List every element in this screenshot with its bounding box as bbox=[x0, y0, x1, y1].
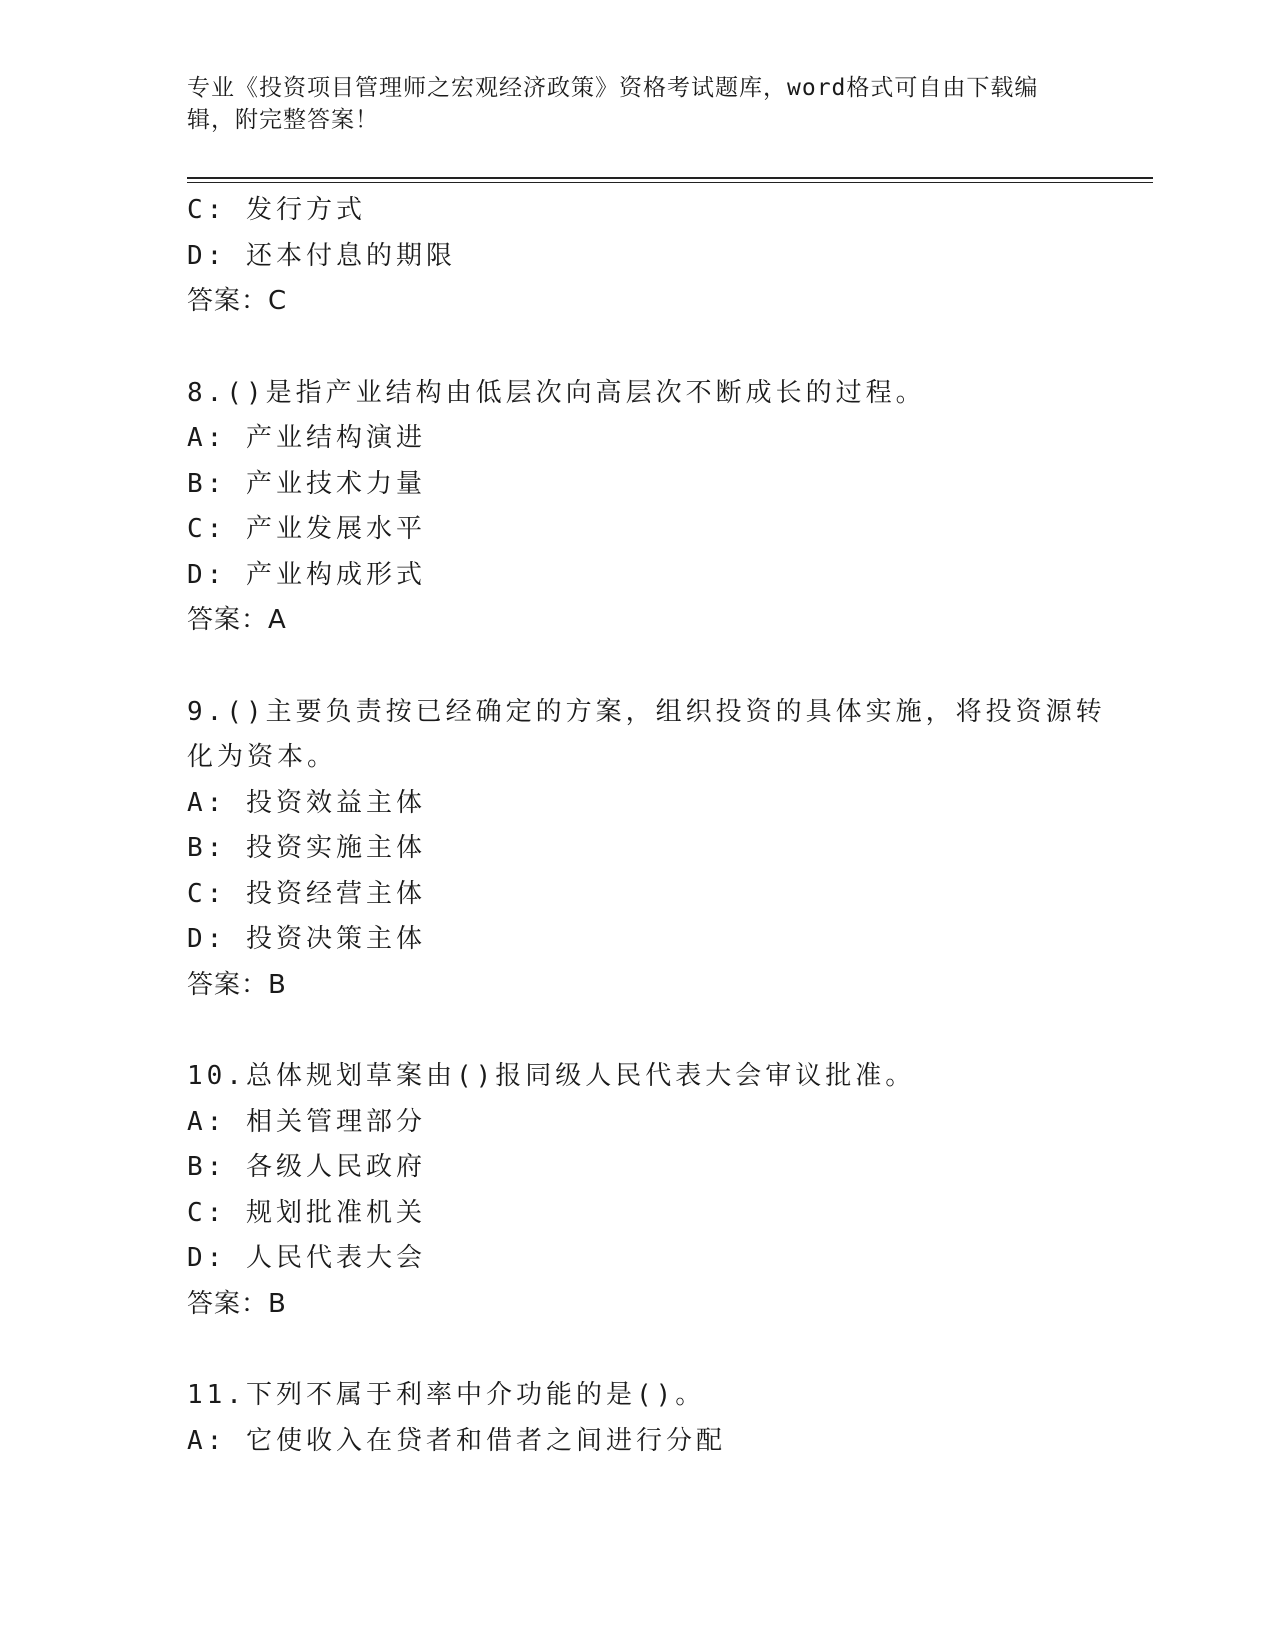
question-stem: 11.下列不属于利率中介功能的是()。 bbox=[187, 1380, 706, 1410]
spacer bbox=[187, 1008, 1087, 1054]
header-line-1: 专业《投资项目管理师之宏观经济政策》资格考试题库，word格式可自由下载编 bbox=[187, 75, 1039, 101]
option-d: D: 人民代表大会 bbox=[187, 1243, 426, 1273]
document-header bbox=[187, 72, 1067, 136]
option-b: B: 产业技术力量 bbox=[187, 468, 426, 499]
option-b: B: 投资实施主体 bbox=[187, 833, 426, 863]
spacer bbox=[187, 325, 1087, 371]
question-stem: 10.总体规划草案由()报同级人民代表大会审议批准。 bbox=[187, 1061, 916, 1091]
header-line-2: 辑，附完整答案！ bbox=[187, 107, 379, 133]
question-stem-line-2: 化为资本。 bbox=[187, 742, 338, 772]
spacer bbox=[187, 644, 1087, 690]
option-b: B: 各级人民政府 bbox=[187, 1152, 426, 1182]
answer-label: 答案：A bbox=[187, 605, 287, 635]
header-divider-thick bbox=[187, 177, 1153, 179]
option-d: D: 产业构成形式 bbox=[187, 559, 426, 590]
question-stem-line-1: 9.()主要负责按已经确定的方案，组织投资的具体实施，将投资源转 bbox=[187, 696, 1106, 727]
question-list bbox=[187, 188, 1106, 1464]
option-a: A: 投资效益主体 bbox=[187, 787, 426, 818]
answer-label: 答案：C bbox=[187, 286, 288, 316]
option-c: C: 发行方式 bbox=[187, 195, 366, 225]
option-c: C: 规划批准机关 bbox=[187, 1197, 426, 1228]
option-c: C: 产业发展水平 bbox=[187, 514, 426, 544]
option-a: A: 它使收入在贷者和借者之间进行分配 bbox=[187, 1425, 726, 1456]
answer-label: 答案：B bbox=[187, 1288, 287, 1319]
option-c: C: 投资经营主体 bbox=[187, 878, 426, 909]
option-d: D: 还本付息的期限 bbox=[187, 240, 456, 271]
header-divider-thin bbox=[187, 182, 1153, 183]
question-stem: 8.()是指产业结构由低层次向高层次不断成长的过程。 bbox=[187, 377, 926, 408]
option-a: A: 产业结构演进 bbox=[187, 423, 426, 453]
option-a: A: 相关管理部分 bbox=[187, 1106, 426, 1137]
answer-label: 答案：B bbox=[187, 969, 287, 1000]
option-d: D: 投资决策主体 bbox=[187, 924, 426, 954]
spacer bbox=[187, 1327, 1087, 1373]
